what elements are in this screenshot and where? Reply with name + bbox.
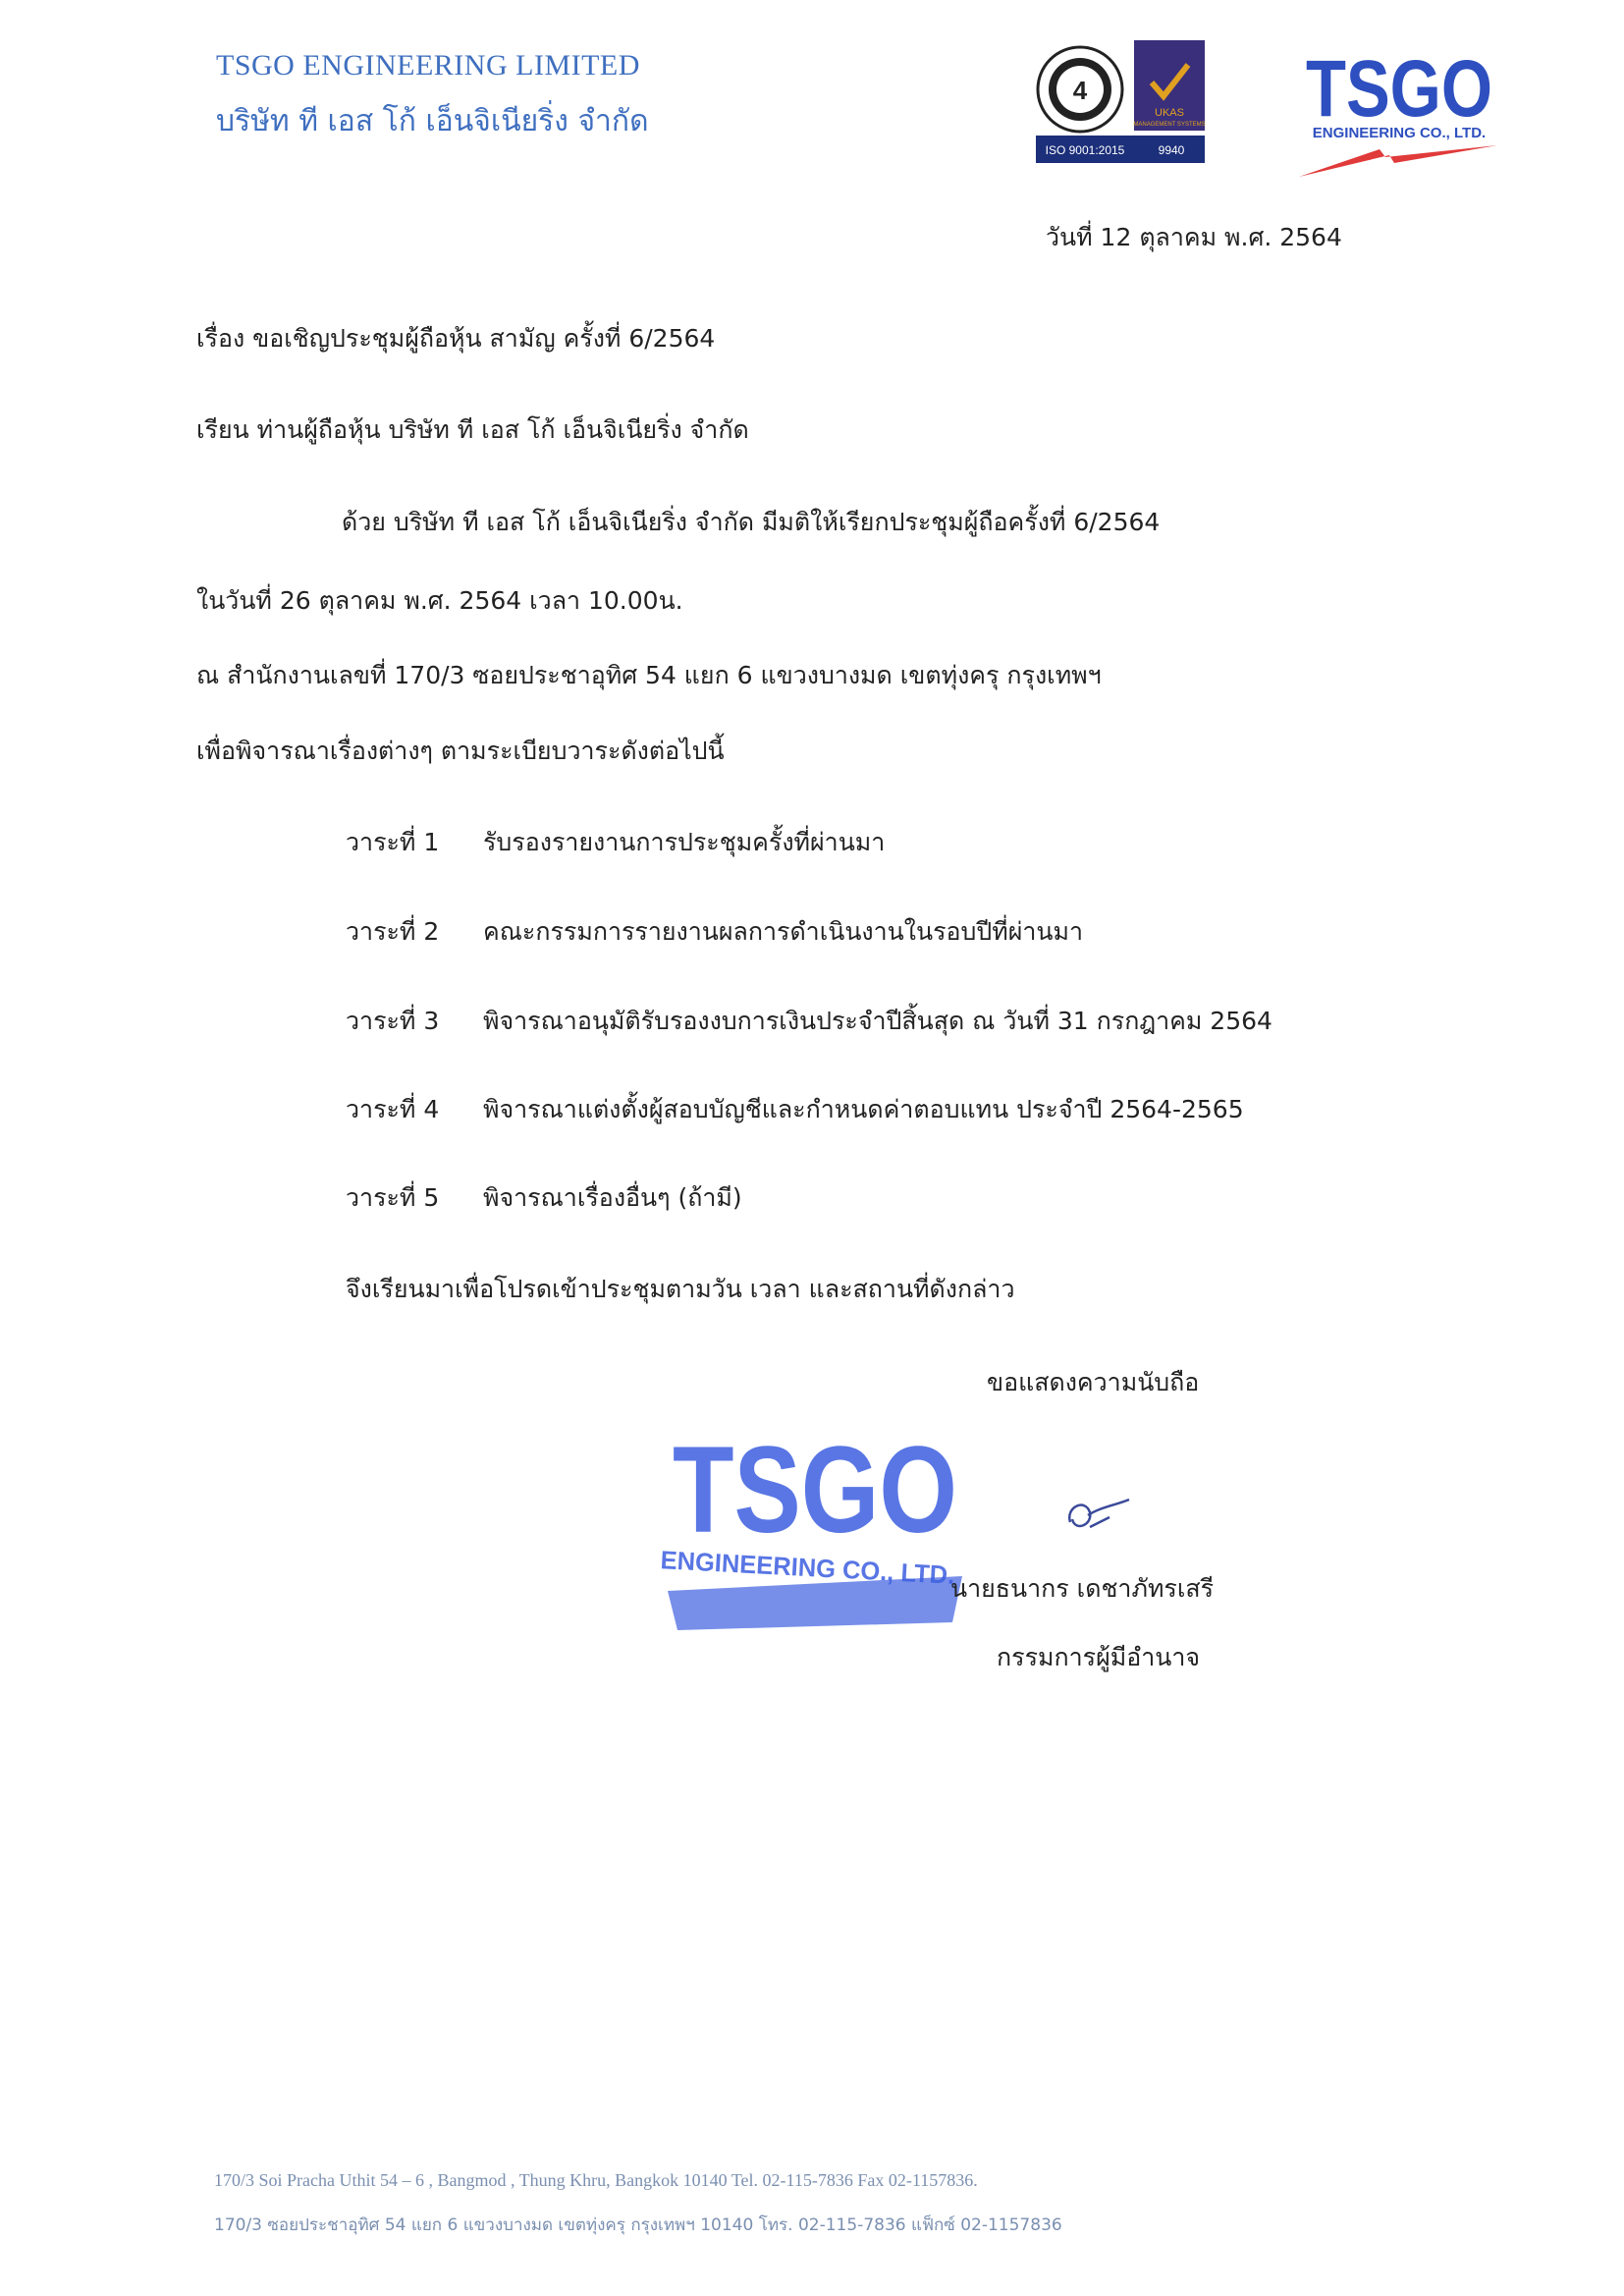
agenda-number: วาระที่ 1: [346, 828, 440, 856]
company-stamp: [648, 1414, 982, 1640]
body-line-4: เพื่อพิจารณาเรื่องต่างๆ ตามระเบียบวาระดังต่อไปนี้: [196, 737, 725, 765]
cert-number: 9940: [1158, 143, 1185, 157]
lightning-bolt-icon: [1299, 145, 1497, 177]
company-logo: [1291, 39, 1507, 182]
agenda-number: วาระที่ 5: [346, 1183, 440, 1212]
signer-title: กรรมการผู้มีอำนาจ: [997, 1643, 1201, 1671]
iso-label: ISO 9001:2015: [1045, 143, 1125, 157]
body-line-3: ณ สำนักงานเลขที่ 170/3 ซอยประชาอุทิศ 54 แยก 6 แขวงบางมด เขตทุ่งครุ กรุงเทพฯ: [196, 661, 1102, 689]
agenda-text: พิจารณาเรื่องอื่นๆ (ถ้ามี): [483, 1183, 742, 1212]
logo-main-text: TSGO: [1306, 44, 1492, 134]
agenda-item: [346, 912, 1083, 952]
signature: [1060, 1488, 1134, 1542]
signer-name: นายธนากร เดชาภัทรเสรี: [950, 1574, 1215, 1603]
svg-text:TSGO: TSGO: [673, 1422, 957, 1558]
letter-subject: เรื่อง ขอเชิญประชุมผู้ถือหุ้น สามัญ ครั้งที่ 6/2564: [196, 324, 716, 353]
agenda-text: คณะกรรมการรายงานผลการดำเนินงานในรอบปีที่ผ่านมา: [483, 917, 1084, 946]
svg-text:4: 4: [1072, 76, 1088, 105]
svg-text:ENGINEERING CO., LTD.: ENGINEERING CO., LTD.: [659, 1545, 961, 1591]
letter-salutation: เรียน ท่านผู้ถือหุ้น บริษัท ที เอส โก้ เอ็นจิเนียริ่ง จำกัด: [196, 415, 749, 444]
agenda-number: วาระที่ 3: [346, 1007, 440, 1035]
agenda-text: รับรองรายงานการประชุมครั้งที่ผ่านมา: [483, 828, 886, 856]
agenda-item: [346, 1178, 742, 1218]
company-name-en: TSGO ENGINEERING LIMITED: [216, 49, 640, 82]
agenda-item: [346, 1090, 1244, 1129]
quality-assurance-seal-icon: [1038, 47, 1122, 132]
svg-text:UKAS: UKAS: [1155, 107, 1184, 119]
closing-line: จึงเรียนมาเพื่อโปรดเข้าประชุมตามวัน เวลา และสถานที่ดังกล่าว: [346, 1275, 1015, 1303]
agenda-number: วาระที่ 2: [346, 917, 440, 946]
letter-date: วันที่ 12 ตุลาคม พ.ศ. 2564: [1046, 223, 1342, 251]
company-name-th: บริษัท ที เอส โก้ เอ็นจิเนียริ่ง จำกัด: [216, 104, 649, 138]
certification-badges: [1036, 35, 1213, 175]
regards: ขอแสดงความนับถือ: [987, 1368, 1200, 1396]
agenda-item: [346, 823, 885, 862]
footer-address-en: 170/3 Soi Pracha Uthit 54 – 6 , Bangmod , Thung Khru, Bangkok 10140 Tel. 02-115-7836 Fax 02-1157836.: [214, 2170, 978, 2190]
logo-sub-text: ENGINEERING CO., LTD.: [1312, 125, 1487, 141]
ukas-icon: [1133, 40, 1205, 131]
agenda-item: [346, 1002, 1272, 1041]
svg-text:MANAGEMENT SYSTEMS: MANAGEMENT SYSTEMS: [1133, 122, 1206, 128]
agenda-text: พิจารณาแต่งตั้งผู้สอบบัญชีและกำหนดค่าตอบแทน ประจำปี 2564-2565: [483, 1095, 1244, 1123]
body-line-2: ในวันที่ 26 ตุลาคม พ.ศ. 2564 เวลา 10.00น.: [196, 586, 683, 615]
agenda-number: วาระที่ 4: [346, 1095, 440, 1123]
agenda-text: พิจารณาอนุมัติรับรองงบการเงินประจำปีสิ้นสุด ณ วันที่ 31 กรกฎาคม 2564: [483, 1007, 1272, 1035]
body-line-1: ด้วย บริษัท ที เอส โก้ เอ็นจิเนียริ่ง จำกัด มีมติให้เรียกประชุมผู้ถือครั้งที่ 6/2564: [342, 508, 1161, 536]
footer-address-th: 170/3 ซอยประชาอุทิศ 54 แยก 6 แขวงบางมด เขตทุ่งครุ กรุงเทพฯ 10140 โทร. 02-115-7836 แฟ็กซ์ 02-1157836: [214, 2215, 1062, 2235]
